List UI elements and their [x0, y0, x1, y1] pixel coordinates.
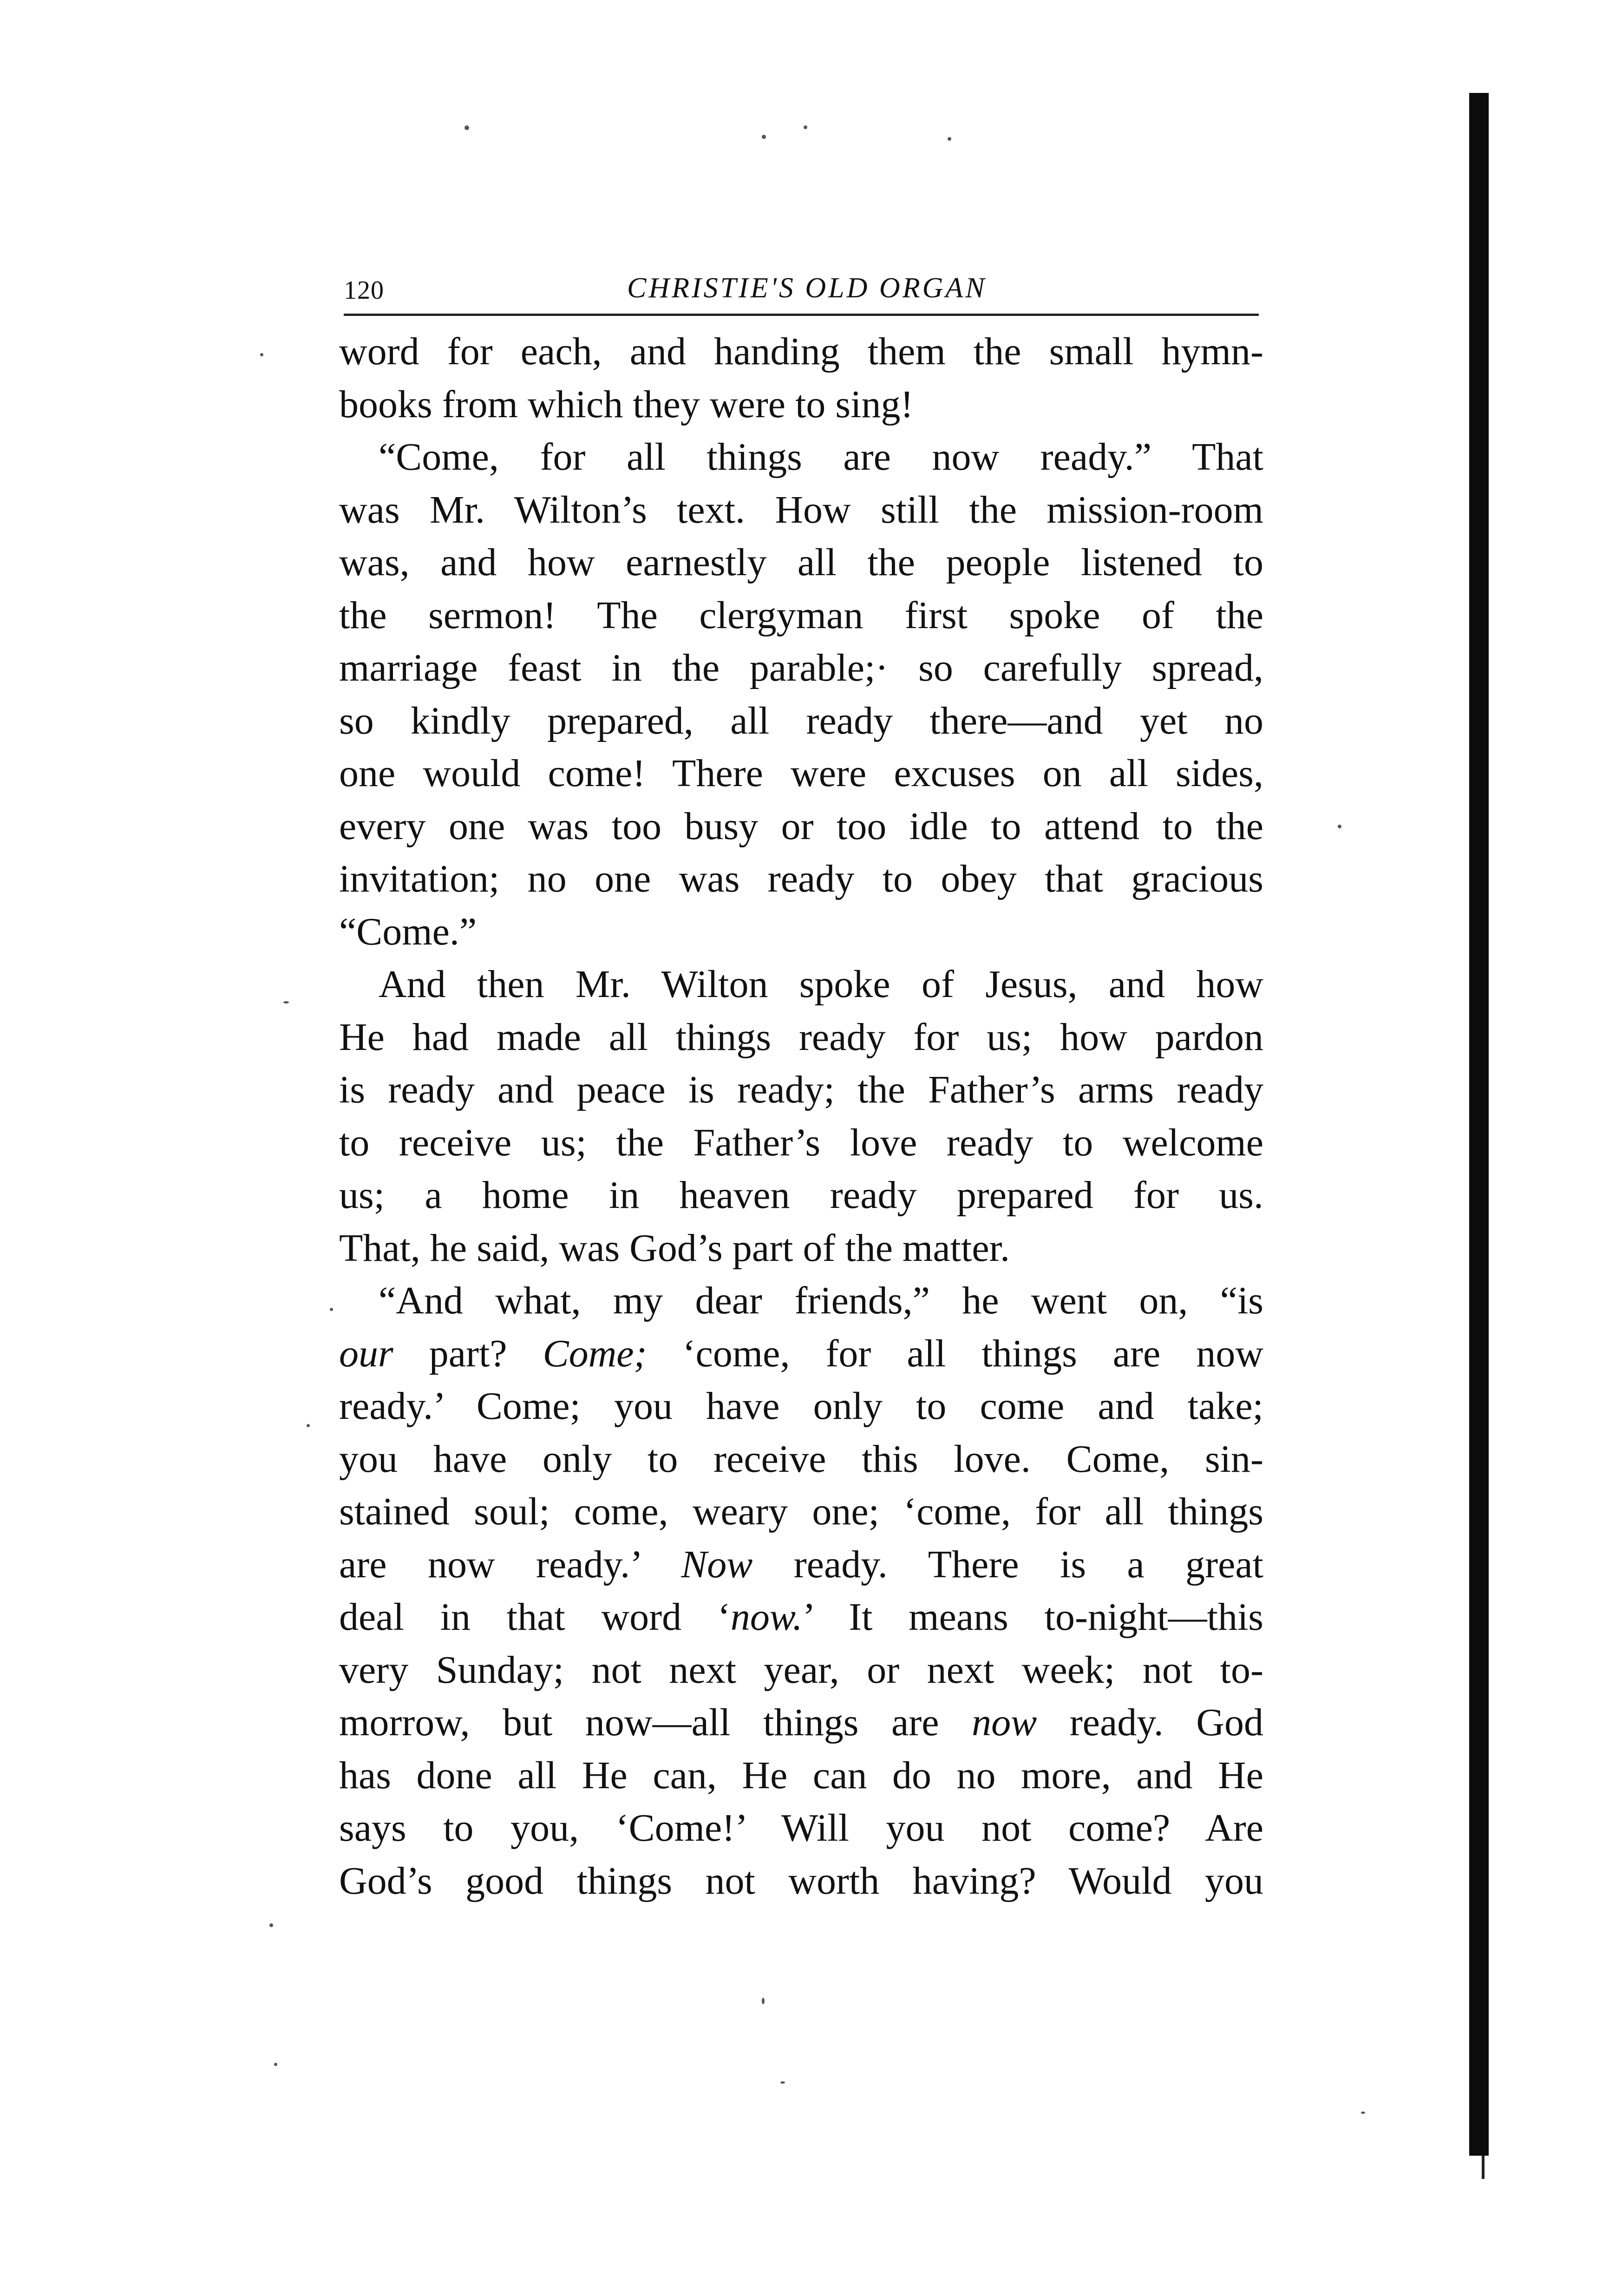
- text-line: the sermon! The clergyman first spoke of the: [339, 593, 1263, 637]
- italic-word: Now: [681, 1542, 753, 1586]
- text-line: so kindly prepared, all ready there—and yet no: [339, 699, 1263, 742]
- scan-speck: [330, 1308, 333, 1311]
- scan-speck: [274, 2063, 277, 2066]
- text-line: was Mr. Wilton’s text. How still the mission-room: [339, 488, 1263, 531]
- text-line: very Sunday; not next year, or next week; not to-: [339, 1648, 1263, 1692]
- running-head: [344, 272, 1259, 316]
- text-line: our part? Come; ‘come, for all things are now: [339, 1332, 1263, 1375]
- scan-speck: [464, 125, 469, 130]
- text-line: you have only to receive this love. Come, sin-: [339, 1437, 1263, 1481]
- scan-speck: [307, 1424, 310, 1427]
- scan-speck: [948, 137, 951, 141]
- scan-speck: [1361, 2112, 1365, 2114]
- text-line: us; a home in heaven ready prepared for us.: [339, 1174, 1263, 1217]
- italic-word: now: [972, 1701, 1037, 1744]
- text-line: one would come! There were excuses on all sides,: [339, 752, 1263, 795]
- text-line: “And what, my dear friends,” he went on, “is: [379, 1279, 1263, 1322]
- italic-word: Come;: [543, 1332, 647, 1375]
- scan-speck: [283, 1001, 289, 1004]
- scan-speck: [762, 1998, 765, 2004]
- text-line: is ready and peace is ready; the Father’s arms ready: [339, 1068, 1263, 1111]
- text-line: every one was too busy or too idle to attend to the: [339, 804, 1263, 848]
- text-line: stained soul; come, weary one; ‘come, for all things: [339, 1490, 1263, 1533]
- italic-word: now.: [730, 1595, 803, 1639]
- scan-edge-shadow: [1469, 93, 1489, 2156]
- italic-word: our: [339, 1332, 393, 1375]
- text-line: “Come, for all things are now ready.” That: [379, 435, 1263, 479]
- text-line: invitation; no one was ready to obey that gracious: [339, 857, 1263, 900]
- text-line: to receive us; the Father’s love ready to welcome: [339, 1121, 1263, 1164]
- scan-speck: [804, 125, 807, 129]
- scan-speck: [260, 353, 263, 356]
- text-line: God’s good things not worth having? Would you: [339, 1859, 1263, 1902]
- text-line: was, and how earnestly all the people listened to: [339, 541, 1263, 584]
- text-line: says to you, ‘Come!’ Will you not come? Are: [339, 1806, 1263, 1850]
- scan-speck: [780, 2081, 785, 2084]
- running-title: CHRISTIE'S OLD ORGAN: [627, 272, 987, 304]
- text-line: And then Mr. Wilton spoke of Jesus, and how: [379, 963, 1263, 1006]
- scan-speck: [762, 135, 766, 139]
- body-text: [339, 325, 1263, 1907]
- scan-speck: [1338, 825, 1341, 828]
- text-line: That, he said, was God’s part of the matter.: [339, 1226, 1010, 1270]
- text-line: morrow, but now—all things are now ready. God: [339, 1701, 1264, 1744]
- text-line: He had made all things ready for us; how pardon: [339, 1015, 1263, 1059]
- scan-edge-mark: [1482, 2156, 1485, 2179]
- text-line: “Come.”: [339, 910, 477, 953]
- text-line: has done all He can, He can do no more, and He: [339, 1753, 1263, 1797]
- text-line: books from which they were to sing!: [339, 382, 914, 426]
- page-number: 120: [344, 276, 384, 305]
- text-line: word for each, and handing them the small hymn-: [339, 330, 1263, 373]
- text-line: ready.’ Come; you have only to come and take;: [339, 1384, 1263, 1428]
- scan-speck: [269, 1923, 273, 1927]
- text-line: deal in that word ‘now.’ It means to-night—this: [339, 1595, 1263, 1639]
- text-line: are now ready.’ Now ready. There is a great: [339, 1542, 1263, 1586]
- text-line: marriage feast in the parable;· so carefully spread,: [339, 646, 1263, 689]
